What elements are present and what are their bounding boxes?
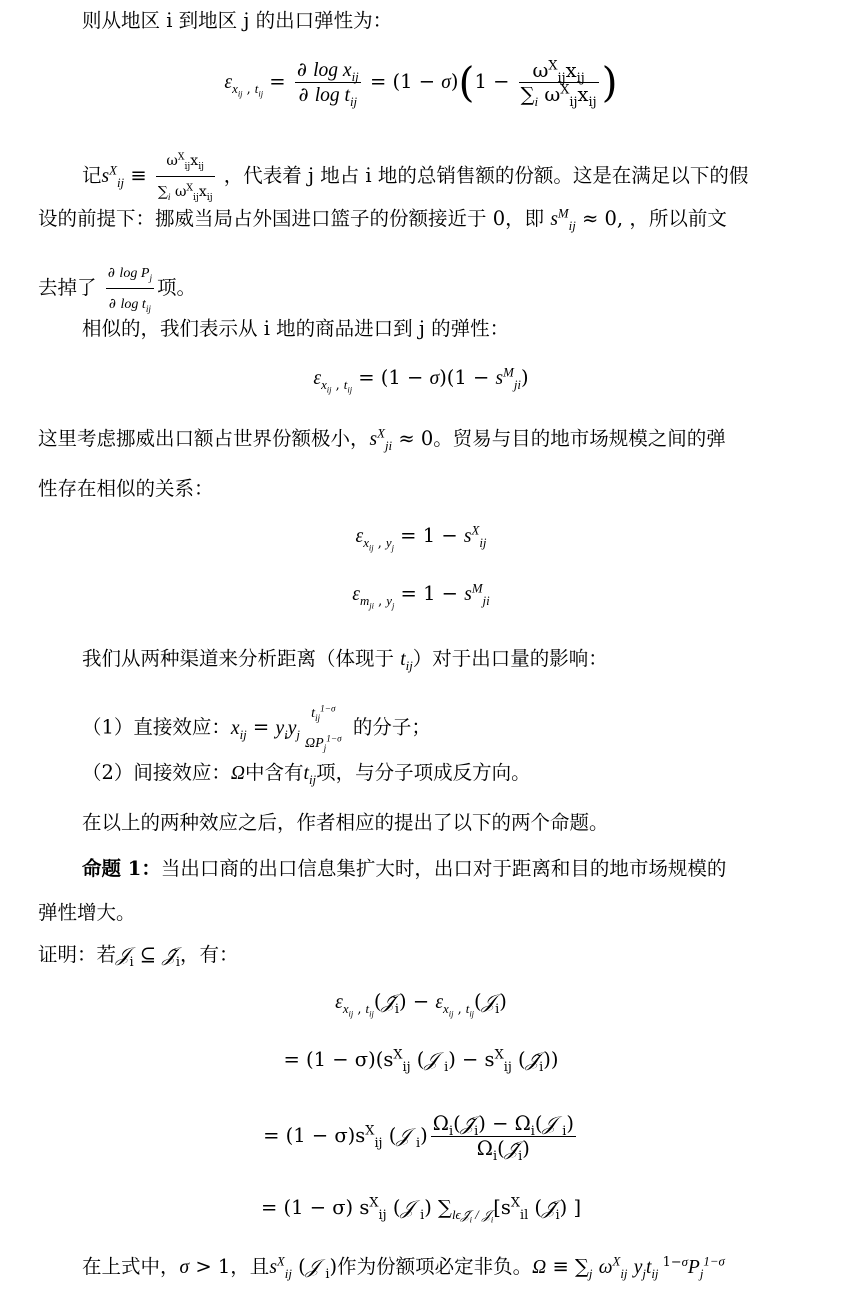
paragraph-text: 我们从两种渠道来分析距离（体现于	[82, 647, 401, 670]
equation-proof-step-1: $\varepsilon_{x_{ij} , t_{ij}}(𝒥̃_i)$ − $\varepsilon_{x_{ij} , t_{ij}}(𝒥_i)$	[335, 990, 507, 1019]
text-line-9: （1）直接效应：$x_{ij} = y_iy_j$ $t_{ij}^{1-\sigma}$ $\Omega P_j^{1-\sigma}$ 的分子；	[82, 704, 431, 754]
text-line-13	[38, 898, 812, 928]
text-line-4: 去掉了 $\frac{\partial \log P_j}{\partial \log t_{ij}}$ 项。	[38, 258, 812, 319]
paragraph-text: 记	[82, 164, 102, 187]
paragraph-text: （1）直接效应：	[82, 715, 231, 739]
text-line-11	[82, 808, 812, 838]
paragraph-text: 弹性增大。	[38, 901, 136, 924]
paragraph-text: 这里考虑挪威出口额占世界份额极小，	[38, 427, 370, 450]
paragraph-text: 作为份额项必定非负。	[337, 1255, 533, 1278]
paragraph-text: ，有：	[179, 943, 239, 966]
paragraph-text: 性存在相似的关系：	[38, 477, 214, 500]
text-line-5	[82, 314, 812, 344]
text-line-10: （2）间接效应：Ω中含有$t_{ij}$项，与分子项成反方向。	[82, 761, 531, 787]
text-line-2: 记$s^X_{ij}$ ≡ $\frac{\omega^X_{ij}x_{ij}}{\sum_i \omega^X_{ij}x_{ij}}$ ，代表着 j 地占 i 地的总销售额的份额。这是在满足以下的假	[82, 146, 812, 207]
text-line-7	[38, 474, 812, 504]
paragraph-text: 设的前提下：挪威当局占外国进口篮子的份额接近于 0，即	[38, 207, 551, 230]
paragraph-text: 的分子；	[346, 715, 431, 739]
text-line-15: 在上式中，σ > 1，且$s^X_{ij}$ (𝒥 $_i$)作为份额项必定非负。$\Omega \equiv \sum_j$ $\omega^X_{ij}$ $y_jt_{ij}$ $^{1-\sigma}P_j^{1-\sigma}$	[82, 1254, 725, 1282]
text-line-6: 这里考虑挪威出口额占世界份额极小，$s^X_{ji} \approx 0$。贸易与目的地市场规模之间的弹	[38, 426, 726, 453]
paragraph-text: 项，与分子项成反方向。	[316, 761, 531, 784]
text-line-14: 证明：若𝒥$_i$ ⊆ $𝒥̃_i$，有：	[38, 943, 239, 970]
equation-market-size-import: $\varepsilon_{m_{ji} , y_j} = 1 - s^M_{ji}$	[352, 581, 490, 611]
equation-market-size-export: $\varepsilon_{x_{ij} , y_j} = 1 - s^X_{ij}$	[355, 523, 487, 553]
paragraph-text: 相似的，我们表示从 i 地的商品进口到 j 的弹性：	[82, 317, 510, 340]
paragraph-text: 。贸易与目的地市场规模之间的弹	[433, 427, 726, 450]
paragraph-text: 则从地区 i 到地区 j 的出口弹性为：	[82, 9, 393, 32]
text-line-3: 设的前提下：挪威当局占外国进口篮子的份额接近于 0，即 $s^M_{ij} \approx 0$, ，所以前文	[38, 206, 727, 233]
paragraph-text: 项。	[157, 276, 197, 299]
paragraph-text: ，且	[230, 1255, 270, 1278]
paragraph-text: 证明：若	[38, 943, 117, 966]
paragraph-text: ）对于出口量的影响：	[412, 647, 608, 670]
paragraph-text: ，代表着 j 地占 i 地的总销售额的份额。这是在满足以下的假	[217, 164, 749, 187]
equation-import-elasticity: $\varepsilon_{x_{ij} , t_{ij}} = (1 - \sigma)(1 - s^M_{ji})$	[313, 365, 529, 395]
paragraph-text: （2）间接效应：	[82, 761, 231, 784]
text-line-12	[82, 854, 812, 884]
text-line-8: 我们从两种渠道来分析距离（体现于 $t_{ij}$）对于出口量的影响：	[82, 647, 608, 673]
paragraph-text: ，所以前文	[629, 207, 727, 230]
equation-proof-step-2: = $(1 - \sigma)(s^X_{ij}$ (𝒥 $_i) - s^X_{ij}$ $(𝒥̃_i)$)	[283, 1047, 559, 1075]
paragraph-text: 去掉了	[38, 276, 103, 299]
paragraph-text: 中含有	[245, 761, 304, 784]
equation-proof-step-3: = $(1 - \sigma)s^X_{ij}$ (𝒥 $_i$) $\frac{\Omega_i(𝒥̃_i) - \Omega_i(𝒥 _i)}{\Omega_i(𝒥̃_i)}$	[263, 1112, 574, 1164]
equation-export-elasticity: $\varepsilon_{x_{ij} , t_{ij}}$ = $\frac{\partial \log x_{ij}}{\partial \log t_{ij}}$ = (1 − σ)(1 − $\frac{\omega^X_{ij}x_{ij}}{\sum_i \omega^X_{ij}x_{ij}}$ )	[224, 58, 618, 110]
text-line-1	[82, 6, 812, 36]
paragraph-text: 当出口商的出口信息集扩大时，出口对于距离和目的地市场规模的	[160, 857, 727, 880]
proposition-label: 命题 1：	[82, 857, 161, 880]
paragraph-text: 在以上的两种效应之后，作者相应的提出了以下的两个命题。	[82, 811, 609, 834]
paragraph-text: 在上式中，	[82, 1255, 180, 1278]
equation-proof-step-4: = (1 − σ) $s^X_{ij}$ (𝒥 $_i$) $\sum_{l\epsilon 𝒥̃_i / 𝒥_i}[s^X_{il}$ $(𝒥̃_i)$ ]	[260, 1195, 582, 1225]
